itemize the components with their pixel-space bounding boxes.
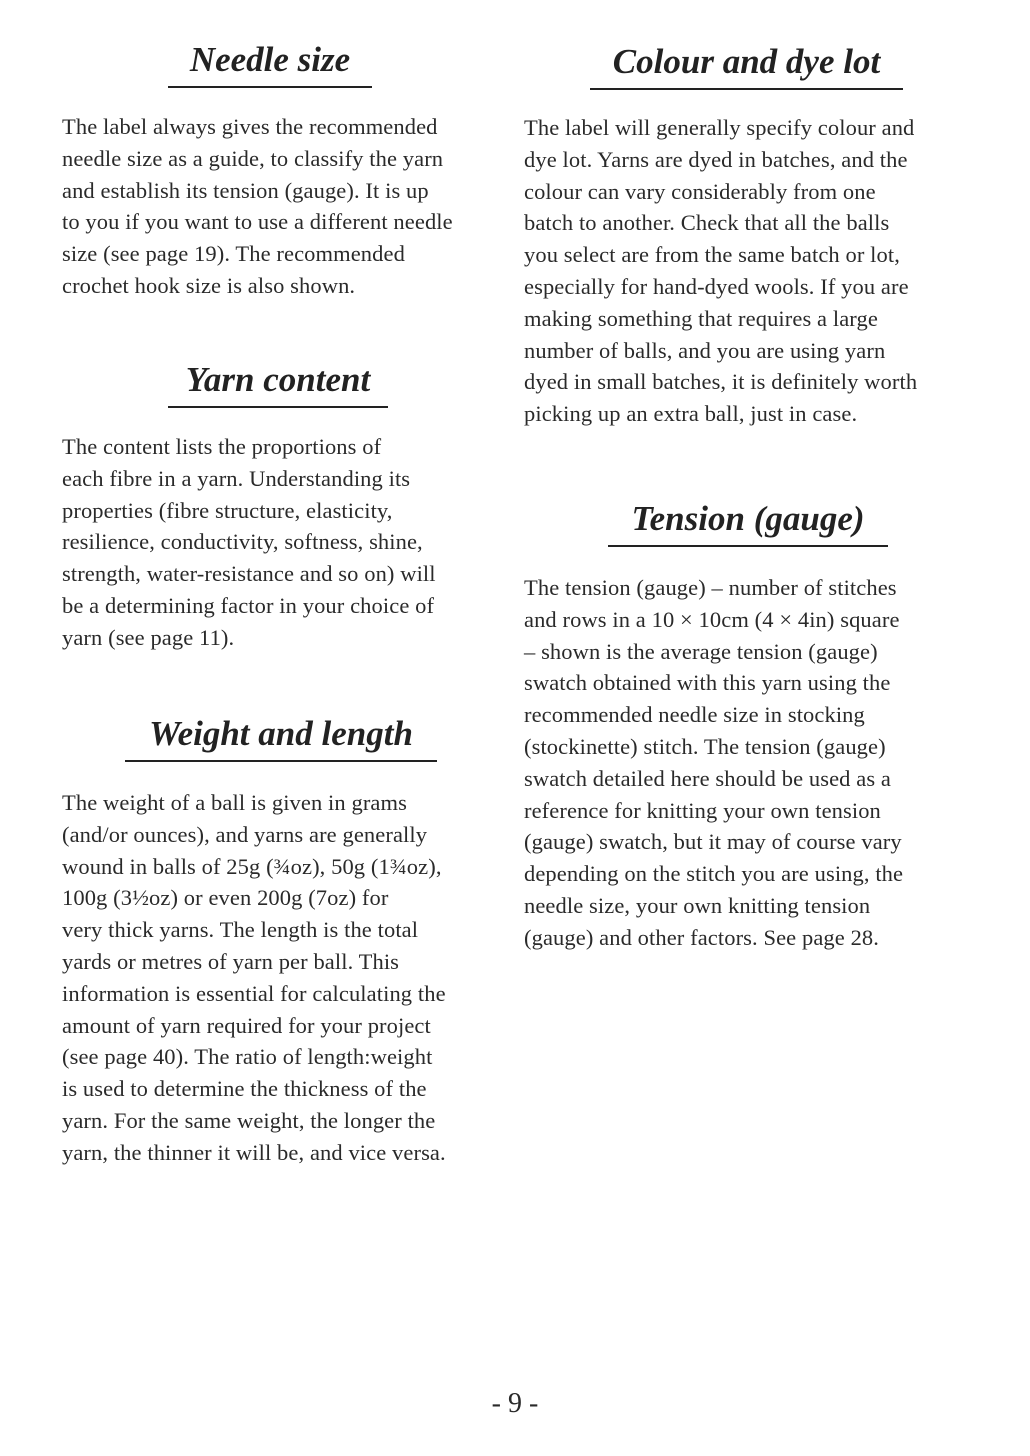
text-line: needle size as a guide, to classify the yarn (62, 145, 444, 171)
text-line: The tension (gauge) – number of stitches (524, 575, 897, 600)
text-line: needle size, your own knitting tension (524, 892, 871, 918)
text-line: especially for hand-dyed wools. If you are (524, 273, 909, 299)
text-line: to you if you want to use a different needle (62, 209, 453, 235)
text-line: 100g (3½oz) or even 200g (7oz) for (62, 885, 389, 911)
text-line: strength, water-resistance and so on) will (62, 561, 436, 587)
text-line: swatch detailed here should be used as a (524, 765, 891, 791)
text-line: and establish its tension (gauge). It is up (62, 177, 429, 203)
text-line: resilience, conductivity, softness, shine, (62, 529, 423, 555)
text-line: (see page 40). The ratio of length:weight (62, 1044, 433, 1070)
text-line: is used to determine the thickness of the (62, 1076, 427, 1102)
text-line: recommended needle size in stocking (524, 702, 865, 728)
text-line: The label will generally specify colour and (524, 115, 915, 140)
text-line: size (see page 19). The recommended (62, 241, 405, 267)
text-line: (and/or ounces), and yarns are generally (62, 821, 428, 847)
text-line: The weight of a ball is given in grams (62, 790, 407, 815)
text-line: amount of yarn required for your project (62, 1012, 431, 1038)
heading-yarn-content: Yarn content (168, 360, 388, 408)
text-line: you select are from the same batch or lot, (524, 242, 900, 268)
paragraph-yarn-content (62, 431, 436, 654)
text-line: The content lists the proportions of (62, 434, 382, 459)
text-line: colour can vary considerably from one (524, 178, 876, 204)
heading-weight-and-length: Weight and length (125, 714, 437, 762)
page-number: - 9 - (491, 1388, 539, 1419)
text-line: (gauge) and other factors. See page 28. (524, 924, 880, 950)
text-line: yarn, the thinner it will be, and vice versa. (62, 1139, 446, 1165)
text-line: information is essential for calculating the (62, 980, 446, 1006)
text-line: – shown is the average tension (gauge) (524, 638, 878, 664)
heading-needle-size: Needle size (168, 40, 372, 88)
text-line: reference for knitting your own tension (524, 797, 881, 823)
heading-colour-and-dye-lot: Colour and dye lot (590, 42, 903, 90)
text-line: crochet hook size is also shown. (62, 272, 356, 298)
text-line: dyed in small batches, it is definitely worth (524, 369, 918, 395)
paragraph-tension-gauge (524, 572, 903, 954)
text-line: depending on the stitch you are using, the (524, 861, 904, 887)
paragraph-colour-and-dye-lot (524, 112, 917, 430)
text-line: picking up an extra ball, just in case. (524, 401, 858, 427)
paragraph-weight-and-length (62, 787, 446, 1169)
text-line: each fibre in a yarn. Understanding its (62, 465, 411, 491)
text-line: properties (fibre structure, elasticity, (62, 497, 393, 523)
text-line: The label always gives the recommended (62, 114, 438, 139)
text-line: very thick yarns. The length is the total (62, 917, 419, 943)
text-line: making something that requires a large (524, 305, 878, 331)
text-line: number of balls, and you are using yarn (524, 337, 886, 363)
heading-tension-gauge: Tension (gauge) (608, 499, 888, 547)
text-line: swatch obtained with this yarn using the (524, 670, 891, 696)
text-line: (gauge) swatch, but it may of course vary (524, 829, 902, 855)
text-line: and rows in a 10 × 10cm (4 × 4in) square (524, 606, 900, 632)
text-line: be a determining factor in your choice of (62, 592, 435, 618)
text-line: batch to another. Check that all the balls (524, 210, 890, 236)
paragraph-needle-size (62, 111, 453, 302)
text-line: dye lot. Yarns are dyed in batches, and the (524, 146, 908, 172)
text-line: yarn (see page 11). (62, 624, 235, 650)
text-line: wound in balls of 25g (¾oz), 50g (1¾oz), (62, 853, 442, 879)
text-line: (stockinette) stitch. The tension (gauge) (524, 733, 886, 759)
text-line: yarn. For the same weight, the longer the (62, 1107, 436, 1133)
text-line: yards or metres of yarn per ball. This (62, 948, 400, 974)
